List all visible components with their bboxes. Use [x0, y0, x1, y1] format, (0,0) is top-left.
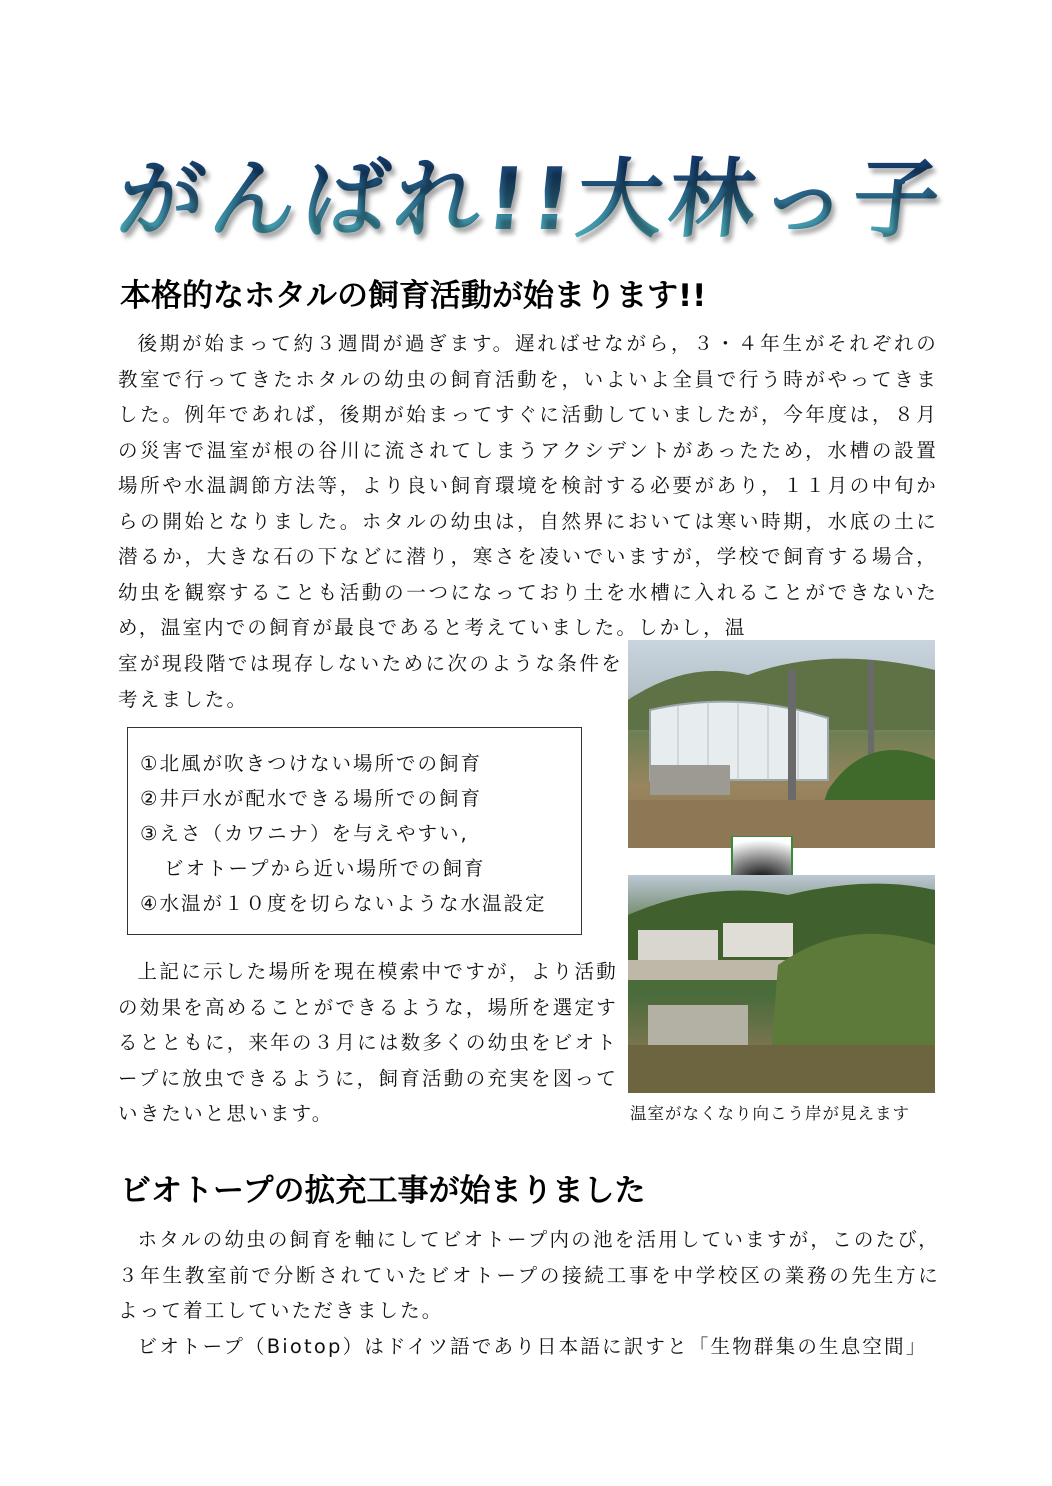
- condition-item: ②井戸水が配水できる場所での飼育: [140, 787, 482, 810]
- section2-paragraph-1: ホタルの幼虫の飼育を軸にしてビオトープ内の池を活用していますが，このたび，３年生教室前で分断されていたビオトープの接続工事を中学校区の業務の先生方によって着工していただきました。: [118, 1228, 940, 1322]
- section2-heading: ビオトープの拡充工事が始まりました: [120, 1173, 646, 1209]
- section1-paragraph-2: 上記に示した場所を現在模索中ですが，より活動の効果を高めることができるような，場所を選定するとともに，来年の３月には数多くの幼虫をビオトープに放虫できるように，飼育活動の充実を図っていきたいと思います。: [118, 960, 618, 1125]
- section1-heading: 本格的なホタルの飼育活動が始まります!!: [120, 278, 707, 314]
- greenhouse-photo-after: [628, 875, 935, 1093]
- conditions-box: [127, 727, 582, 935]
- condition-item: ビオトープから近い場所での飼育: [164, 857, 486, 880]
- condition-item: ③えさ（カワニナ）を与えやすい,: [140, 822, 469, 845]
- section2-paragraph-2: ビオトープ（Biotop）はドイツ語であり日本語に訳すと「生物群集の生息空間」: [137, 1335, 928, 1358]
- photo-caption: 温室がなくなり向こう岸が見えます: [630, 1104, 910, 1123]
- newsletter-title: がんばれ!!大林っ子: [114, 130, 956, 240]
- section1-paragraph-1-continued: 室が現段階では現存しないために次のような条件を考えました。: [118, 652, 623, 711]
- greenhouse-photo-before: [628, 640, 935, 848]
- condition-item: ④水温が１０度を切らないような水温設定: [140, 892, 547, 915]
- section1-paragraph-1: 後期が始まって約３週間が過ぎます。遅ればせながら，３・４年生がそれぞれの教室で行ってきたホタルの幼虫の飼育活動を，いよいよ全員で行う時がやってきました。例年であれば，後期が始まってすぐに活動していましたが，今年度は，８月の災害で温室が根の谷川に流されてしまうアクシデントがあったため，水槽の設置場所や水温調節方法等，より良い飼育環境を検討する必要があり，１１月の中旬からの開始となりました。ホタルの幼虫は，自然界においては寒い時期，水底の土に潜るか，大きな石の下などに潜り，寒さを凌いでいますが，学校で飼育する場合，幼虫を観察することも活動の一つになっており土を水槽に入れることができないため，温室内での飼育が最良であると考えていました。しかし，温: [118, 332, 938, 639]
- condition-item: ①北風が吹きつけない場所での飼育: [140, 752, 482, 775]
